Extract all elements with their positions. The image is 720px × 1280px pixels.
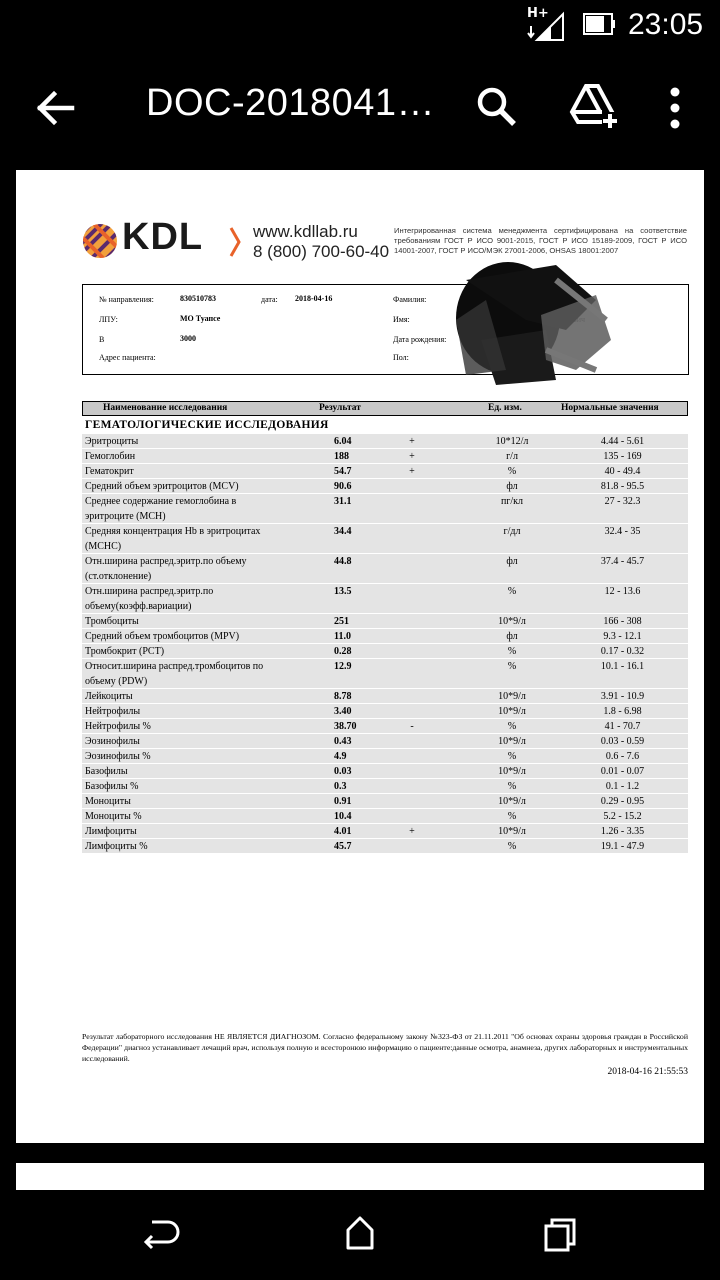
- reference-range: 27 - 32.3: [604, 496, 641, 507]
- document-title: DOC-2018041…: [146, 82, 436, 124]
- reference-range: 41 - 70.7: [604, 721, 641, 732]
- test-name: Среднее содержание гемоглобина в эритроците (MCH): [85, 496, 237, 522]
- test-unit: %: [507, 646, 517, 657]
- back-arrow-icon[interactable]: [30, 82, 82, 134]
- reference-range: 1.8 - 6.98: [603, 706, 642, 717]
- test-unit: %: [507, 841, 517, 852]
- app-bar: [0, 50, 720, 166]
- referral-label: № направления:: [99, 295, 154, 304]
- table-row: [82, 434, 688, 449]
- reference-range: 81.8 - 95.5: [600, 481, 645, 492]
- redaction-mark: [446, 260, 616, 390]
- table-row: [82, 749, 688, 764]
- test-result: 0.03: [334, 766, 352, 777]
- reference-range: 0.17 - 0.32: [600, 646, 645, 657]
- test-name: Гемоглобин: [85, 451, 136, 462]
- test-name: Гематокрит: [85, 466, 134, 477]
- table-row: [82, 779, 688, 794]
- reference-range: 4.44 - 5.61: [600, 436, 645, 447]
- test-unit: %: [507, 466, 517, 477]
- reference-range: 0.03 - 0.59: [600, 736, 645, 747]
- table-row: [82, 464, 688, 479]
- address-label: Адрес пациента:: [99, 353, 156, 362]
- more-vert-icon[interactable]: [660, 84, 690, 132]
- result-flag: +: [409, 436, 415, 447]
- chevron-right-icon: [228, 222, 242, 262]
- test-name: Нейтрофилы %: [85, 721, 151, 732]
- test-unit: %: [507, 721, 517, 732]
- col-ref-header: Нормальные значения: [561, 403, 659, 413]
- table-row: [82, 704, 688, 719]
- next-page: [16, 1163, 704, 1190]
- result-flag: +: [409, 466, 415, 477]
- col-result-header: Результат: [319, 403, 361, 413]
- test-name: Базофилы: [85, 766, 128, 777]
- test-name: Тромбоциты: [85, 616, 139, 627]
- test-name: Эозинофилы %: [85, 751, 151, 762]
- nav-recents-icon[interactable]: [540, 1212, 580, 1256]
- table-row: [82, 824, 688, 839]
- table-row: [82, 449, 688, 464]
- reference-range: 5.2 - 15.2: [603, 811, 642, 822]
- reference-range: 19.1 - 47.9: [600, 841, 645, 852]
- reference-range: 0.29 - 0.95: [600, 796, 645, 807]
- test-result: 90.6: [334, 481, 352, 492]
- test-result: 34.4: [334, 526, 352, 537]
- referral-date: 2018-04-16: [295, 294, 333, 303]
- report-timestamp: 2018-04-16 21:55:53: [607, 1067, 688, 1077]
- test-name: Тромбокрит (PCT): [85, 646, 165, 657]
- test-name: Средняя концентрация Hb в эритроцитах (MCHC): [85, 526, 261, 552]
- table-row: [82, 839, 688, 854]
- test-result: 3.40: [334, 706, 352, 717]
- test-name: Относит.ширина распред.тромбоцитов по объему (PDW): [85, 661, 264, 687]
- test-unit: %: [507, 586, 517, 597]
- table-row: [82, 689, 688, 704]
- search-icon[interactable]: [472, 82, 522, 132]
- test-unit: фл: [506, 556, 518, 567]
- col-name-header: Наименование исследования: [103, 403, 228, 413]
- test-unit: 10*9/л: [498, 616, 526, 627]
- result-flag: +: [409, 451, 415, 462]
- test-unit: фл: [506, 481, 518, 492]
- test-name: Моноциты: [85, 796, 131, 807]
- navigation-bar: [0, 1190, 720, 1280]
- reference-range: 3.91 - 10.9: [600, 691, 645, 702]
- dob-label: Дата рождения:: [393, 335, 447, 344]
- battery-icon: [582, 11, 616, 37]
- table-row: [82, 494, 688, 524]
- sex-label: Пол:: [393, 353, 409, 362]
- lpu-label: ЛПУ:: [99, 315, 118, 324]
- test-result: 54.7: [334, 466, 352, 477]
- test-result: 8.78: [334, 691, 352, 702]
- reference-range: 135 - 169: [603, 451, 642, 462]
- test-unit: г/дл: [503, 526, 521, 537]
- date-label: дата:: [261, 295, 278, 304]
- test-result: 31.1: [334, 496, 352, 507]
- test-name: Эозинофилы: [85, 736, 140, 747]
- document-viewer[interactable]: [0, 166, 720, 1190]
- test-name: Моноциты %: [85, 811, 142, 822]
- test-result: 4.01: [334, 826, 352, 837]
- test-unit: 10*9/л: [498, 736, 526, 747]
- test-name: Нейтрофилы: [85, 706, 141, 717]
- disclaimer-text: Результат лабораторного исследования НЕ ЯВЛЯЕТСЯ ДИАГНОЗОМ. Согласно федеральному закону №323-ФЗ от 21.11.2011 "Об основах охраны здоровья граждан в Российской Федерации" диагноз устанавливает лечащий врач, используя полную и всесторонюю информацию о пациенте:данные осмотра, анамнеза, других лабораторных и инструментальных исследований.: [82, 1032, 688, 1063]
- b-label: В: [99, 335, 105, 344]
- signal-icon: [527, 6, 567, 42]
- test-result: 6.04: [334, 436, 352, 447]
- table-row: [82, 524, 688, 554]
- test-name: Средний объем эритроцитов (MCV): [85, 481, 239, 492]
- reference-range: 166 - 308: [603, 616, 642, 627]
- test-unit: 10*9/л: [498, 766, 526, 777]
- network-type: H+: [527, 6, 549, 21]
- lab-phone: 8 (800) 700-60-40: [253, 242, 390, 261]
- table-row: [82, 659, 688, 689]
- table-row: [82, 719, 688, 734]
- table-row: [82, 614, 688, 629]
- test-unit: %: [507, 661, 517, 672]
- reference-range: 0.6 - 7.6: [605, 751, 640, 762]
- test-unit: %: [507, 811, 517, 822]
- test-name: Средний объем тромбоцитов (MPV): [85, 631, 240, 642]
- section-title: ГЕМАТОЛОГИЧЕСКИЕ ИССЛЕДОВАНИЯ: [85, 419, 329, 431]
- test-result: 45.7: [334, 841, 352, 852]
- test-unit: 10*9/л: [498, 706, 526, 717]
- reference-range: 12 - 13.6: [604, 586, 641, 597]
- results-table-body: [82, 434, 688, 854]
- drive-add-icon[interactable]: [566, 80, 618, 132]
- reference-range: 32.4 - 35: [604, 526, 641, 537]
- reference-range: 37.4 - 45.7: [600, 556, 645, 567]
- test-result: 188: [334, 451, 349, 462]
- test-unit: %: [507, 781, 517, 792]
- test-unit: фл: [506, 631, 518, 642]
- table-row: [82, 644, 688, 659]
- reference-range: 0.1 - 1.2: [605, 781, 640, 792]
- test-name: Лейкоциты: [85, 691, 133, 702]
- table-row: [82, 734, 688, 749]
- certification-text: Интегрированная система менеджмента сертифицирована на соответствие требованиям ГОСТ Р ИСО 9001-2015, ГОСТ Р ИСО 15189-2009, ГОСТ Р ИСО 14001-2007, ГОСТ Р ИСО/МЭК 27001-2006, OHSAS 18001:2007: [394, 226, 687, 255]
- test-result: 251: [334, 616, 349, 627]
- col-unit-header: Ед. изм.: [488, 403, 522, 413]
- referral-number: 830510783: [180, 294, 216, 303]
- nav-home-icon[interactable]: [340, 1212, 380, 1256]
- reference-range: 10.1 - 16.1: [600, 661, 645, 672]
- test-result: 0.28: [334, 646, 352, 657]
- table-row: [82, 809, 688, 824]
- test-name: Отн.ширина распред.эритр.по объему (ст.отклонение): [85, 556, 247, 582]
- reference-range: 0.01 - 0.07: [600, 766, 645, 777]
- result-flag: -: [410, 721, 414, 732]
- test-unit: 10*12/л: [495, 436, 529, 447]
- reference-range: 9.3 - 12.1: [603, 631, 642, 642]
- test-result: 4.9: [334, 751, 347, 762]
- test-unit: пг/кл: [500, 496, 524, 507]
- test-result: 11.0: [334, 631, 351, 642]
- test-unit: %: [507, 751, 517, 762]
- test-result: 44.8: [334, 556, 352, 567]
- table-row: [82, 584, 688, 614]
- document-page: [16, 170, 704, 1143]
- test-name: Базофилы %: [85, 781, 139, 792]
- reference-range: 40 - 49.4: [604, 466, 641, 477]
- table-row: [82, 794, 688, 809]
- status-bar: [0, 0, 720, 50]
- test-unit: г/л: [506, 451, 518, 462]
- result-flag: +: [409, 826, 415, 837]
- test-unit: 10*9/л: [498, 796, 526, 807]
- test-result: 0.3: [334, 781, 347, 792]
- results-table-header: [82, 401, 688, 416]
- test-unit: 10*9/л: [498, 826, 526, 837]
- test-result: 0.91: [334, 796, 352, 807]
- table-row: [82, 629, 688, 644]
- lpu-value: МО Туапсе: [180, 314, 221, 323]
- test-name: Отн.ширина распред.эритр.по объему(коэфф.вариации): [85, 586, 214, 612]
- test-name: Лимфоциты %: [85, 841, 148, 852]
- surname-label: Фамилия:: [393, 295, 427, 304]
- test-unit: 10*9/л: [498, 691, 526, 702]
- table-row: [82, 764, 688, 779]
- test-name: Эритроциты: [85, 436, 139, 447]
- clock: 23:05: [628, 8, 704, 41]
- brand-name: KDL: [122, 216, 204, 258]
- table-row: [82, 554, 688, 584]
- test-result: 12.9: [334, 661, 352, 672]
- lab-website: www.kdllab.ru: [253, 222, 358, 241]
- nav-back-icon[interactable]: [138, 1214, 182, 1254]
- table-row: [82, 479, 688, 494]
- test-result: 0.43: [334, 736, 352, 747]
- test-name: Лимфоциты: [85, 826, 137, 837]
- test-result: 38.70: [334, 721, 357, 732]
- name-label: Имя:: [393, 315, 410, 324]
- test-result: 10.4: [334, 811, 352, 822]
- test-result: 13.5: [334, 586, 352, 597]
- reference-range: 1.26 - 3.35: [600, 826, 645, 837]
- b-value: 3000: [180, 334, 196, 343]
